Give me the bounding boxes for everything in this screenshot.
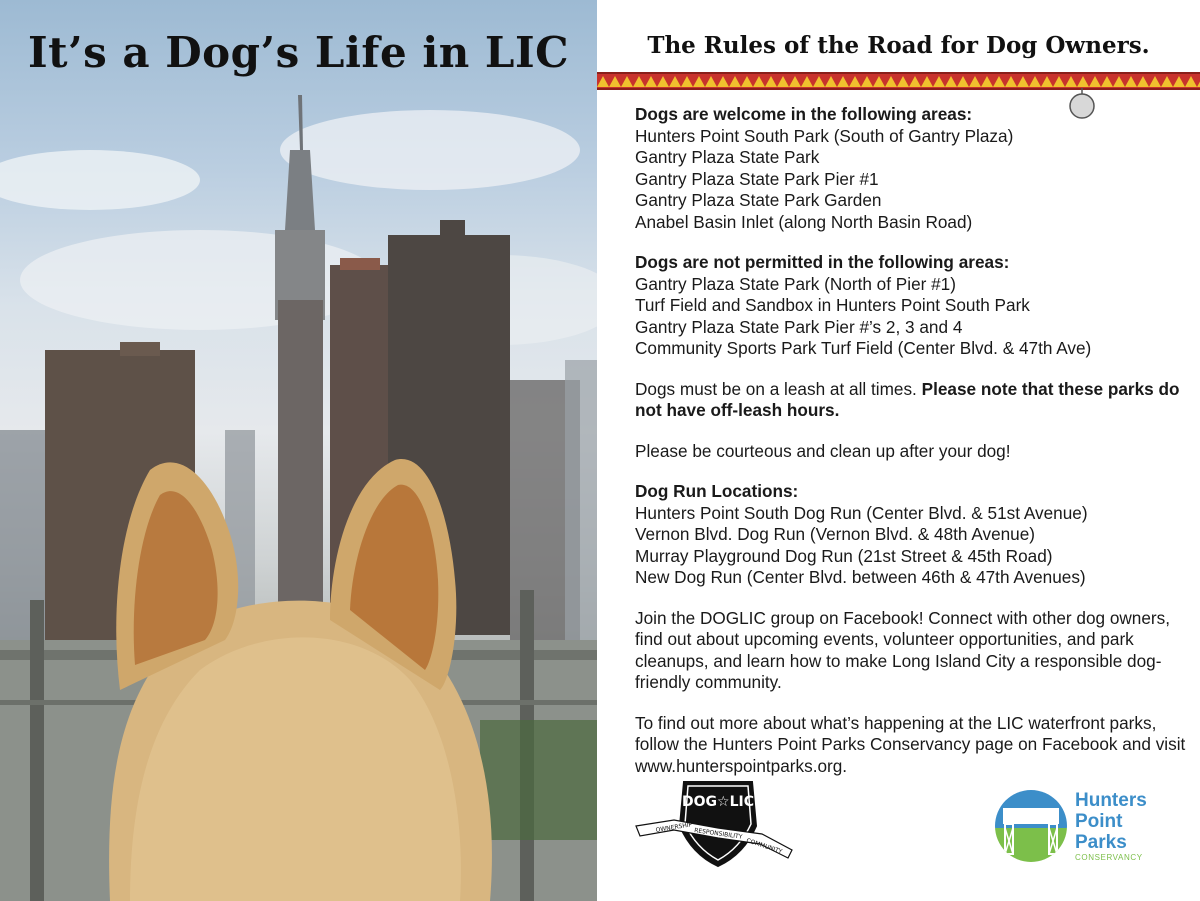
- hpp-logo-icon: [993, 788, 1069, 864]
- photo-headline: It’s a Dog’s Life in LIC: [27, 28, 570, 77]
- list-item: Vernon Blvd. Dog Run (Vernon Blvd. & 48th Avenue): [635, 524, 1036, 544]
- doglic-name: DOG☆LIC: [682, 794, 754, 810]
- not-permitted-section: [635, 252, 1195, 360]
- list-item: Community Sports Park Turf Field (Center Blvd. & 47th Ave): [635, 338, 1092, 358]
- hpp-subtitle: CONSERVANCY: [1075, 853, 1143, 862]
- list-item: Gantry Plaza State Park Pier #’s 2, 3 and 4: [635, 316, 963, 337]
- hpp-wordmark: [1075, 790, 1147, 853]
- facebook-paragraph: Join the DOGLIC group on Facebook! Connect with other dog owners, find out about upcoming events, volunteer opportunities, and park cleanups, and learn how to make Long Island City a responsible dog-friendly community.: [635, 607, 1171, 692]
- list-item: Gantry Plaza State Park Pier #1: [635, 168, 879, 189]
- leash-bold-note: Please note that these parks do not have off-leash hours.: [635, 378, 1180, 420]
- doglic-logo: [634, 776, 794, 872]
- welcome-areas-section: [635, 104, 1195, 233]
- leash-paragraph: [635, 379, 1195, 422]
- list-item: Anabel Basin Inlet (along North Basin Road): [635, 211, 973, 232]
- dog-skyline-photo: [0, 0, 597, 901]
- ribbon-word-responsibility: RESPONSIBILITY: [693, 827, 743, 841]
- decorative-border: [597, 72, 1200, 90]
- rules-content: [635, 104, 1195, 796]
- list-item: Gantry Plaza State Park (North of Pier #1): [635, 273, 956, 294]
- list-item: New Dog Run (Center Blvd. between 46th & 47th Avenues): [635, 567, 1086, 587]
- list-item: Turf Field and Sandbox in Hunters Point South Park: [635, 295, 1030, 315]
- dog-runs-section: [635, 481, 1195, 589]
- list-item: Gantry Plaza State Park Garden: [635, 190, 882, 210]
- dog-runs-heading: Dog Run Locations:: [635, 481, 799, 501]
- ribbon-word-community: COMMUNITY: [745, 837, 783, 856]
- photo-illustration: [0, 0, 597, 901]
- courtesy-paragraph: Please be courteous and clean up after your dog!: [635, 440, 1011, 461]
- not-permitted-heading: Dogs are not permitted in the following areas:: [635, 252, 1010, 272]
- ribbon-word-ownership: OWNERSHIP: [655, 821, 693, 834]
- list-item: Hunters Point South Dog Run (Center Blvd. & 51st Avenue): [635, 502, 1088, 523]
- list-item: Murray Playground Dog Run (21st Street & 45th Road): [635, 545, 1053, 566]
- more-info-paragraph: To find out more about what’s happening at the LIC waterfront parks, follow the Hunters Point Parks Conservancy page on Facebook and visit www.hunterspointparks.org.: [635, 712, 1186, 776]
- hpp-line-2: Point: [1075, 811, 1123, 832]
- welcome-heading: Dogs are welcome in the following areas:: [635, 104, 973, 124]
- list-item: Hunters Point South Park (South of Gantry Plaza): [635, 125, 1014, 146]
- hpp-line-1: Hunters: [1075, 790, 1147, 811]
- list-item: Gantry Plaza State Park: [635, 147, 820, 167]
- rules-title: The Rules of the Road for Dog Owners.: [647, 32, 1150, 59]
- rules-panel: [597, 0, 1200, 901]
- hpp-line-3: Parks: [1075, 832, 1127, 853]
- leash-text: Dogs must be on a leash at all times.: [635, 378, 922, 399]
